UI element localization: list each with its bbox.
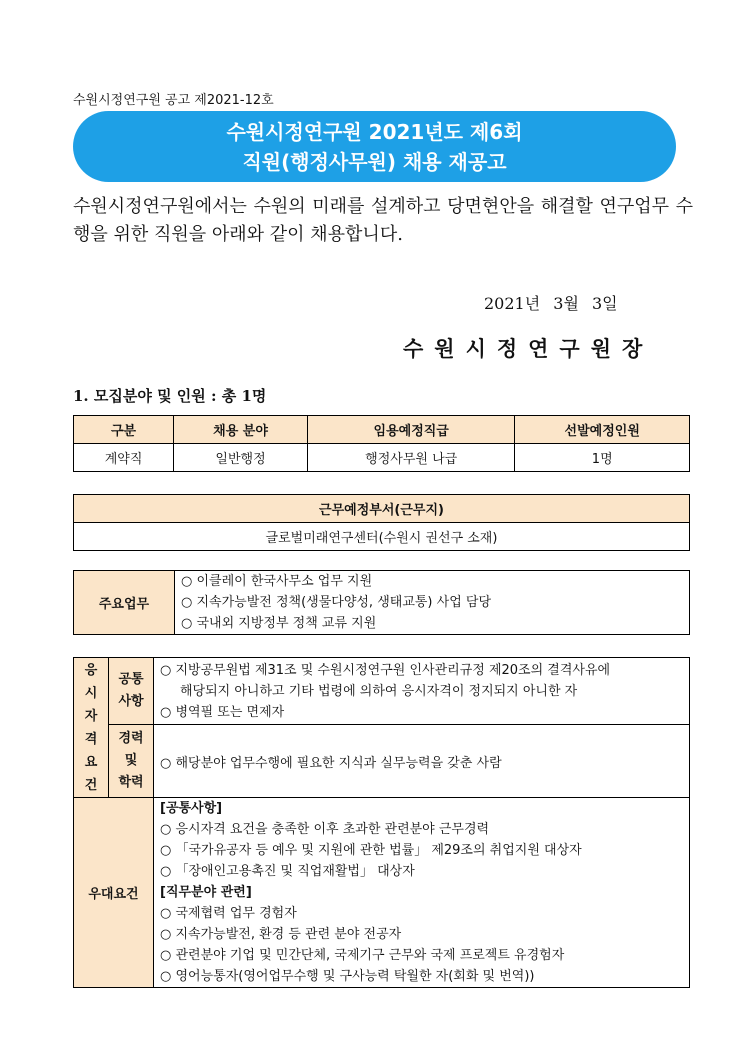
announcement-date: 2021년 3월 3일 [484,294,618,313]
career-label-line: 경력 [118,731,144,746]
recruit-cell-field: 일반행정 [174,444,308,472]
common-item: ○ 병역필 또는 면제자 [160,704,285,720]
title-banner [73,111,676,182]
common-label-line: 사항 [118,694,144,709]
qualification-label-char: 건 [84,777,98,793]
banner-line-2: 직원(행정사무원) 채용 재공고 [242,150,507,174]
department-table [73,494,690,551]
recruit-table [73,415,690,472]
preference-label: 우대요건 [74,798,154,988]
notice-number: 수원시정연구원 공고 제2021-12호 [73,93,274,108]
qualification-label-char: 격 [84,731,98,747]
duties-table [73,570,690,635]
recruit-header-grade: 임용예정직급 [307,416,514,444]
department-header: 근무예정부서(근무지) [74,495,690,523]
recruit-cell-count: 1명 [515,444,690,472]
duties-label: 주요업무 [74,571,175,635]
qualification-label [74,658,109,798]
preference-item: ○ 「장애인고용촉진 및 직업재활법」 대상자 [160,864,415,879]
common-item: ○ 지방공무원법 제31조 및 수원시정연구원 인사관리규정 제20조의 결격사유에 [160,662,611,678]
recruit-cell-grade: 행정사무원 나급 [307,444,514,472]
qualification-label-char: 응 [84,662,98,678]
common-label-line: 공통 [118,672,144,687]
preference-item: ○ 영어능통자(영어업무수행 및 구사능력 탁월한 자(회화 및 번역)) [160,969,535,984]
qualification-label-char: 요 [84,754,98,770]
common-item: 해당되지 아니하고 기타 법령에 의하여 응시자격이 정지되지 아니한 자 [180,683,578,699]
qualification-table [73,657,690,988]
preference-item: ○ 지속가능발전, 환경 등 관련 분야 전공자 [160,927,402,942]
preference-field-heading: [직무분야 관련] [160,885,252,900]
intro-paragraph: 수원시정연구원에서는 수원의 미래를 설계하고 당면현안을 해결할 연구업무 수행을 위한 직원을 아래와 같이 채용합니다. [73,196,693,245]
common-label [109,658,154,725]
recruit-cell-type: 계약직 [74,444,174,472]
career-item: ○ 해당분야 업무수행에 필요한 지식과 실무능력을 갖춘 사람 [154,725,690,798]
duty-item: ○ 이클레이 한국사무소 업무 지원 [181,574,373,589]
career-label [109,725,154,798]
duty-item: ○ 지속가능발전 정책(생물다양성, 생태교통) 사업 담당 [181,595,491,610]
preference-item: ○ 응시자격 요건을 충족한 이후 초과한 관련분야 근무경력 [160,822,490,837]
qualification-label-char: 자 [84,708,98,724]
department-value: 글로벌미래연구센터(수원시 권선구 소재) [74,523,690,551]
section-1-title: 1. 모집분야 및 인원 : 총 1명 [73,387,267,405]
recruit-header-type: 구분 [74,416,174,444]
recruit-header-count: 선발예정인원 [515,416,690,444]
duty-item: ○ 국내외 지방정부 정책 교류 지원 [181,616,377,631]
preference-item: ○ 「국가유공자 등 예우 및 지원에 관한 법률」 제29조의 취업지원 대상자 [160,843,582,858]
career-label-line: 학력 [118,775,144,790]
preference-item: ○ 관련분야 기업 및 민간단체, 국제기구 근무와 국제 프로젝트 유경험자 [160,948,565,963]
signer: 수원시정연구원장 [403,336,654,361]
qualification-label-char: 시 [84,685,98,701]
preference-item: ○ 국제협력 업무 경험자 [160,906,297,921]
career-label-line: 및 [124,753,138,768]
recruit-header-field: 채용 분야 [174,416,308,444]
banner-line-1: 수원시정연구원 2021년도 제6회 [226,120,523,144]
preference-common-heading: [공통사항] [160,801,223,816]
